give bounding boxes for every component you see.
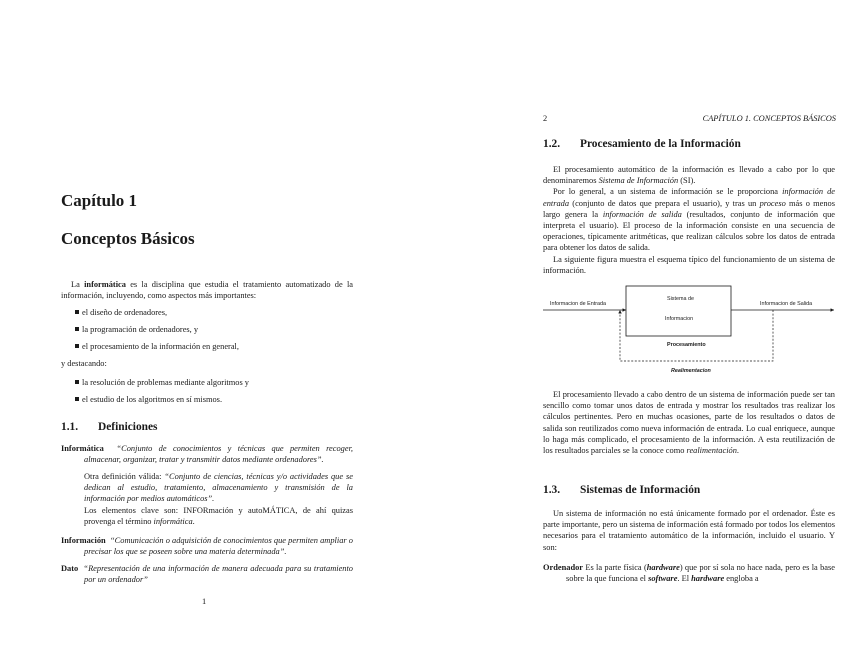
output-label: Informacion de Salida [760,301,813,307]
definition-key-elements: Los elementos clave son: INFORmación y autoMÁTICA, de ahí quizas provenga el término informática. [84,506,353,527]
definition-informatica-alt: Otra definición válida: “Conjunto de ciencias, técnicas y/o actividades que se dedican al estudio, tratamiento, almacenamiento y transmisión de la información por medios automáticos”. [84,472,353,504]
system-label-line-2: Informacion [665,316,694,322]
aspects-list [61,307,353,358]
paragraph: El procesamiento llevado a cabo dentro de un sistema de información puede ser tan sencillo como tomar unos datos de entrada y mostrar los resultados tras realizar los cálculos pertinentes. Pero en muchas ocasiones, parte de los resultados o datos de salida son reutilizados como nueva información de entrada. Lo cual enriquece, aunque lo haga más complicado, el procesamiento de la información. A esta reutilización de los resultados parciales se la conoce como realimentación. [543,390,835,456]
paragraph: Un sistema de información no está únicamente formado por el ordenador. Éste es parte importante, pero un sistema de información está formado por todos los elementos necesarios para el tratamiento automático de la información, incluido el usuario. Y son: [543,509,835,552]
paragraph: Por lo general, a un sistema de información se le proporciona información de entrada (conjunto de datos que prepara el usuario), y tras un proceso más o menos largo genera la información de salida (resultados, conjunto de información que interpreta el usuario). El proceso de la información consiste en una secuencia de operaciones, típicamente aritméticas, que realizan cálculos sobre los datos de entrada para obtener los datos de salida. [543,187,836,253]
section-heading-sistemas: 1.3. Sistemas de Información [543,484,701,496]
definition-informacion: Información “Comunicación o adquisición de conocimientos que permiten ampliar o precisar los que se poseen sobre una materia determinada”. [61,536,353,557]
information-system-diagram [543,283,835,378]
feedback-label: Realimentacion [671,368,711,374]
systems-text [543,508,835,553]
definition-informatica: Informática “Conjunto de conocimientos y técnicas que permiten recoger, almacenar, organizar, tratar y transmitir datos mediante ordenadores”. [61,444,353,465]
transition-text: y destacando: [61,359,107,368]
list-item: el diseño de ordenadores, [61,307,353,318]
highlights-list [61,377,353,411]
feedback-loop [620,310,773,361]
bullet-icon [75,327,79,331]
list-item: el estudio de los algoritmos en sí mismos. [61,394,353,405]
after-diagram-text [543,389,835,456]
bullet-icon [75,397,79,401]
definition-dato: Dato “Representación de una información de manera adecuada para su tratamiento por un ordenador” [61,564,353,585]
bullet-icon [75,310,79,314]
term-informatica: informática [84,280,126,289]
page-number: 2 [543,114,548,123]
system-box [626,286,731,336]
running-header: CAPÍTULO 1. CONCEPTOS BÁSICOS [702,114,836,123]
bullet-icon [75,344,79,348]
paragraph: La siguiente figura muestra el esquema típico del funcionamiento de un sistema de información. [543,254,835,275]
section-heading-procesamiento: 1.2. Procesamiento de la Información [543,138,741,150]
processing-text [543,164,835,276]
list-item: la resolución de problemas mediante algoritmos y [61,377,353,388]
definition-ordenador: Ordenador Es la parte física (hardware) que por sí sola no hace nada, pero es la base sobre la que funciona el software. El hardware engloba a [543,563,835,584]
chapter-number: Capítulo 1 [61,191,138,210]
section-heading-definiciones: 1.1. Definiciones [61,421,158,433]
chapter-title: Conceptos Básicos [61,229,195,248]
system-label-line-1: Sistema de [667,296,694,302]
paragraph: El procesamiento automático de la información es llevado a cabo por lo que denominaremos Sistema de Información (SI). [543,165,835,186]
input-label: Informacion de Entrada [550,301,607,307]
list-item: el procesamiento de la información en general, [61,341,353,352]
page-number: 1 [202,597,207,606]
bullet-icon [75,380,79,384]
list-item: la programación de ordenadores, y [61,324,353,335]
process-label: Procesamiento [667,342,706,348]
intro-paragraph: La informática es la disciplina que estudia el tratamiento automatizado de la información, incluyendo, como aspectos más importantes: [61,280,353,301]
